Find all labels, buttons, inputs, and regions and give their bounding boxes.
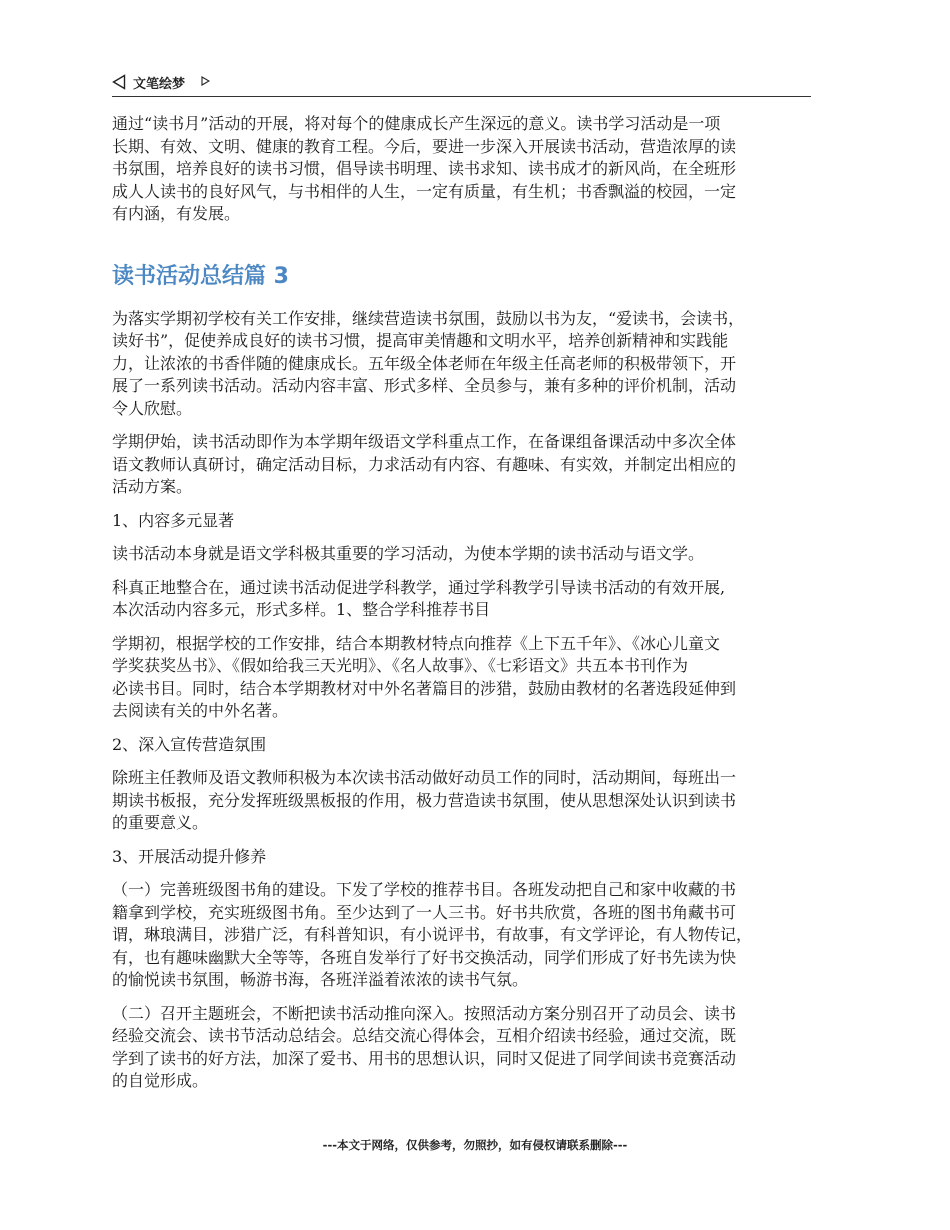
text-line: 长期、有效、文明、健康的教育工程。今后，要进一步深入开展读书活动，营造浓厚的读: [112, 136, 737, 156]
text-line: 通过“读书月”活动的开展，将对每个的健康成长产生深远的意义。读书学习活动是一项: [112, 114, 721, 133]
text-line: 有，也有趣味幽默大全等等，各班自发举行了好书交换活动，同学们形成了好书先读为快: [112, 947, 737, 967]
triangle-right-outline-icon: [201, 76, 210, 86]
text-line: 除班主任教师及语文教师积极为本次读书活动做好动员工作的同时，活动期间，每班出一: [112, 768, 737, 787]
subheading-2: [112, 734, 849, 757]
paragraph-8: [112, 1003, 849, 1093]
paragraph-7: [112, 879, 849, 992]
text-line: 学到了读书的好方法，加深了爱书、用书的思想认识，同时又促进了同学间读书竞赛活动: [112, 1048, 737, 1068]
text-line: 必读书目。同时，结合本学期教材对中外名著篇目的涉猎，鼓励由教材的名著选段延伸到: [112, 678, 737, 698]
subheading-3: [112, 846, 849, 869]
text-line: 的自觉形成。: [112, 1071, 209, 1090]
paragraph-5: [112, 633, 849, 723]
text-line: 令人欣慰。: [112, 398, 193, 418]
text-line: 的愉悦读书氛围，畅游书海，各班洋溢着浓浓的读书气氛。: [112, 970, 529, 989]
page-header: [112, 72, 811, 96]
text-line: 展了一系列读书活动。活动内容丰富、形式多样、全员参与，兼有多种的评价机制，活动: [112, 376, 737, 395]
text-line: 活动方案。: [112, 477, 193, 496]
text-line: 科真正地整合在，通过读书活动促进学科教学，通过学科教学引导读书活动的有效开展,: [112, 577, 726, 597]
text-line: 读书活动本身就是语文学科极其重要的学习活动，为使本学期的读书活动与语文学。: [112, 544, 705, 563]
text-line: 2、深入宣传营造氛围: [112, 734, 267, 754]
subheading-1: [112, 510, 849, 533]
text-line: 谓，琳琅满目，涉猎广泛，有科普知识，有小说评书，有故事，有文学评论，有人物传记，: [112, 925, 753, 944]
text-line: 经验交流会、读书节活动总结会。总结交流心得体会，互相介绍读书经验，通过交流，既: [112, 1026, 737, 1045]
text-line: 1、内容多元显著: [112, 510, 235, 530]
brand-name: 文笔绘梦: [133, 77, 186, 92]
text-line: 成人人读书的良好风气，与书相伴的人生，一定有质量，有生机；书香飘溢的校园，一定: [112, 181, 737, 201]
paragraph-1: [112, 308, 849, 421]
paragraph-2: [112, 431, 849, 499]
text-line: 书氛围，培养良好的读书习惯，倡导读书明理、读书求知、读书成才的新风尚，在全班形: [112, 159, 737, 178]
text-line: 读好书”，促使养成良好的读书习惯，提高审美情趣和文明水平，培养创新精神和实践能: [112, 331, 729, 350]
text-line: 语文教师认真研讨，确定活动目标，力求活动有内容、有趣味、有实效，并制定出相应的: [112, 454, 737, 474]
header-divider: [112, 96, 811, 97]
text-line: 3、开展活动提升修养: [112, 846, 267, 866]
text-line: 去阅读有关的中外名著。: [112, 701, 289, 720]
text-line: （一）完善班级图书角的建设。下发了学校的推荐书目。各班发动把自己和家中收藏的书: [112, 880, 737, 899]
text-line: 学期初，根据学校的工作安排，结合本期教材特点向推荐《上下五千年》、《冰心儿童文: [112, 633, 721, 653]
page-footer: ---本文于网络，仅供参考，勿照抄，如有侵权请联系删除---: [322, 1138, 628, 1152]
text-line: 为落实学期初学校有关工作安排，继续营造读书氛围，鼓励以书为友，“爱读书，会读书，: [112, 308, 745, 328]
text-line: 期读书板报，充分发挥班级黑板报的作用，极力营造读书氛围，使从思想深处认识到读书: [112, 790, 737, 810]
text-line: （二）召开主题班会，不断把读书活动推向深入。按照活动方案分别召开了动员会、读书: [112, 1003, 737, 1023]
text-line: 学奖获奖丛书》、《假如给我三天光明》、《名人故事》、《七彩语文》共五本书刊作为: [112, 656, 689, 675]
text-line: 本次活动内容多元，形式多样。1、整合学科推荐书目: [112, 600, 491, 619]
text-line: 学期伊始，读书活动即作为本学期年级语文学科重点工作，在备课组备课活动中多次全体: [112, 432, 737, 451]
text-line: 籍拿到学校，充实班级图书角。至少达到了一人三书。好书共欣赏，各班的图书角藏书可: [112, 902, 737, 922]
section-heading: 读书活动总结篇 3: [112, 263, 289, 289]
paragraph-6: [112, 767, 849, 835]
intro-paragraph: [112, 113, 849, 226]
text-line: 有内涵，有发展。: [112, 204, 241, 223]
triangle-left-outline-icon: [112, 74, 126, 90]
document-body: [112, 113, 849, 1104]
paragraph-3: [112, 543, 849, 566]
text-line: 力，让浓浓的书香伴随的健康成长。五年级全体老师在年级主任高老师的积极带领下，开: [112, 353, 737, 373]
paragraph-4: [112, 577, 849, 622]
text-line: 的重要意义。: [112, 813, 209, 832]
